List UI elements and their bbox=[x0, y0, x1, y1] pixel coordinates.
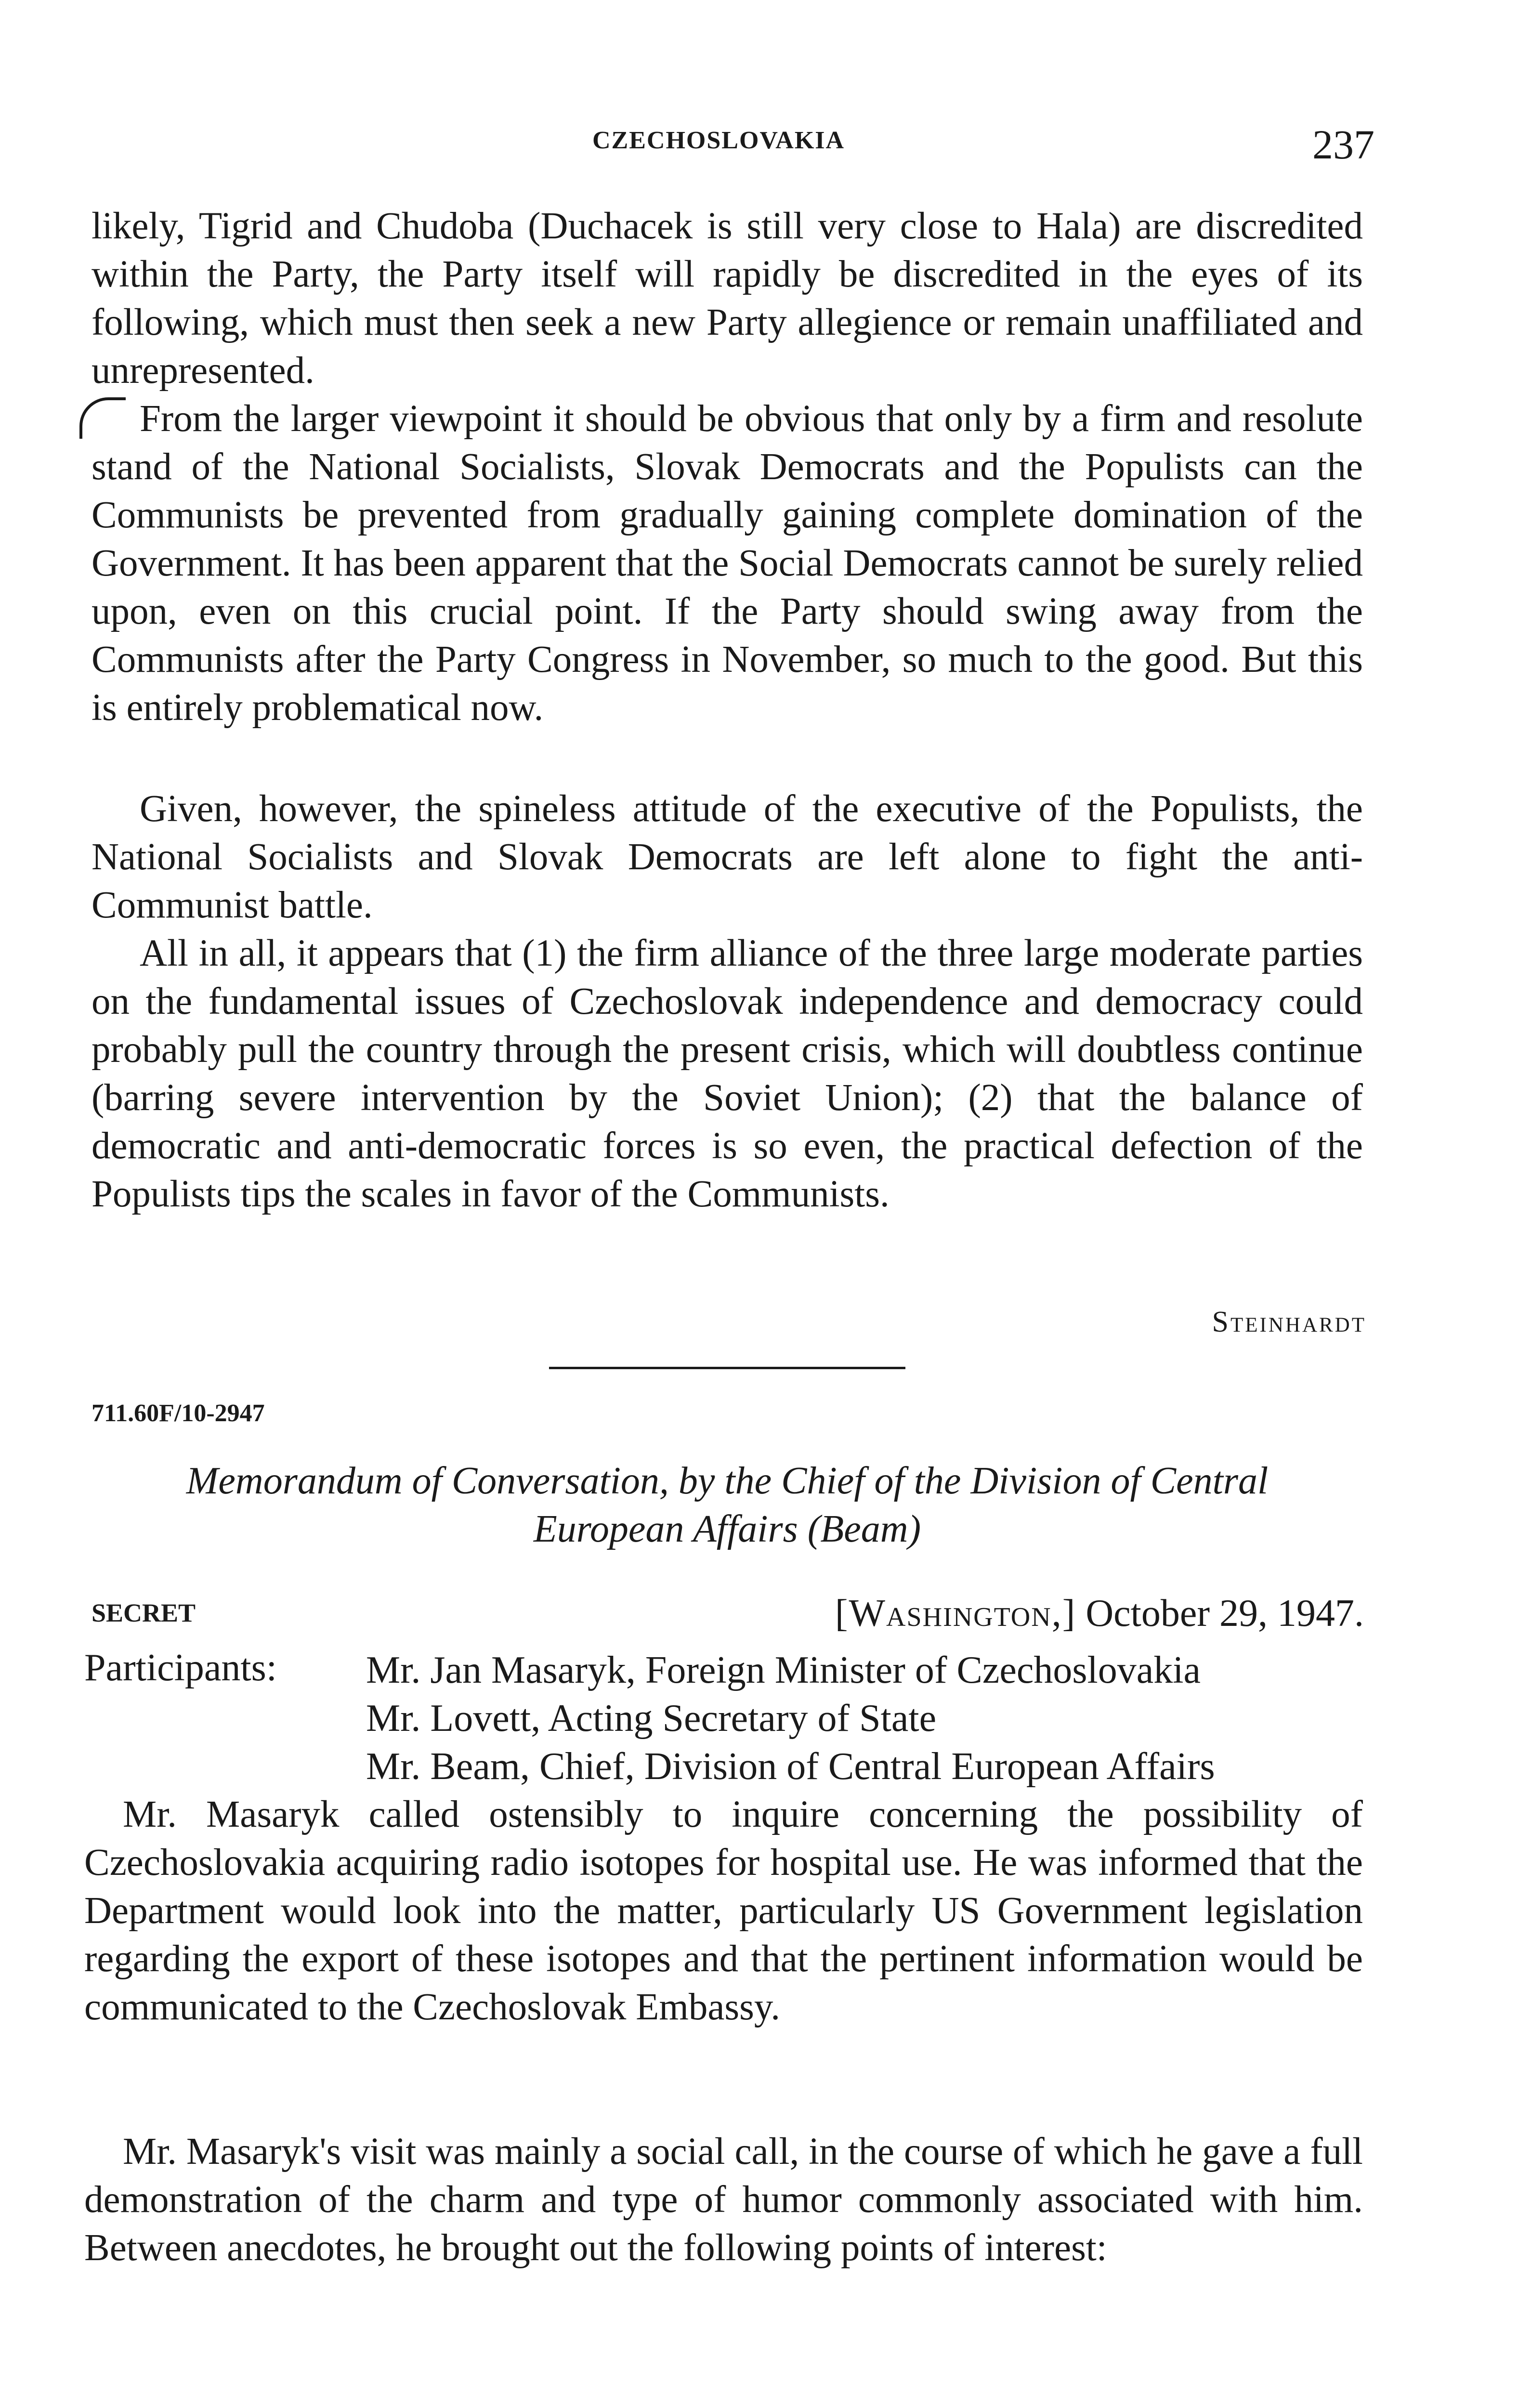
paragraph-spineless-attitude: Given, however, the spineless attitude of the executive of the Populists, the National Socialists and Slovak Democrats are left alone to fight the anti-Communist battle. bbox=[92, 788, 1363, 926]
paragraph-isotopes: Mr. Masaryk called ostensibly to inquire concerning the possibility of Czechoslovakia acquiring radio isotopes for hospital use. He was informed that the Department would look into the matter, particularly US Government legislation regarding the export of these isotopes and that the pertinent information would be communicated to the Czechoslovak Embassy. bbox=[84, 1793, 1363, 2028]
memorandum-title bbox=[92, 1457, 1363, 1553]
file-number: 711.60F/10-2947 bbox=[92, 1400, 265, 1427]
section-divider bbox=[549, 1367, 905, 1369]
dateline bbox=[835, 1592, 1364, 1636]
participant-beam: Mr. Beam, Chief, Division of Central European Affairs bbox=[366, 1745, 1215, 1788]
memorandum-title-line1: Memorandum of Conversation, by the Chief of the Division of Central bbox=[186, 1460, 1269, 1502]
participants-label: Participants: bbox=[84, 1647, 277, 1689]
participant-lovett: Mr. Lovett, Acting Secretary of State bbox=[366, 1697, 937, 1740]
page-number: 237 bbox=[1312, 121, 1374, 168]
dateline-date: October 29, 1947. bbox=[1086, 1592, 1364, 1635]
paragraph-all-in-all: All in all, it appears that (1) the firm alliance of the three large moderate parties on the fundamental issues of Czechoslovak independence and democracy could probably pull the country through the present crisis, which will doubtless continue (barring severe intervention by the Soviet Union); (2) that the balance of democratic and anti-democratic forces is so even, the practical defection of the Populists tips the scales in favor of the Communists. bbox=[92, 932, 1363, 1215]
signature-steinhardt: Steinhardt bbox=[1212, 1306, 1366, 1338]
memorandum-title-line2: European Affairs (Beam) bbox=[533, 1508, 921, 1550]
dateline-place: [Washington,] bbox=[835, 1592, 1076, 1635]
classification-label: SECRET bbox=[92, 1598, 196, 1627]
paragraph-continued: likely, Tigrid and Chudoba (Duchacek is still very close to Hala) are discredited within the Party, the Party itself will rapidly be discredited in the eyes of its following, which must then seek a new Party allegience or remain unaffiliated and unrepresented. bbox=[92, 205, 1363, 392]
participant-masaryk: Mr. Jan Masaryk, Foreign Minister of Czechoslovakia bbox=[366, 1649, 1201, 1691]
participants-list bbox=[366, 1646, 1215, 1791]
paragraph-social-call: Mr. Masaryk's visit was mainly a social call, in the course of which he gave a full demonstration of the charm and type of humor commonly associated with him. Between anecdotes, he brought out the following points of interest: bbox=[84, 2131, 1363, 2269]
running-title: CZECHOSLOVAKIA bbox=[592, 127, 845, 154]
paragraph-larger-viewpoint: From the larger viewpoint it should be obvious that only by a firm and resolute stand of the National Socialists, Slovak Democrats and the Populists can the Communists be prevented from gradually gaining complete domination of the Government. It has been apparent that the Social Democrats cannot be surely relied upon, even on this crucial point. If the Party should swing away from the Communists after the Party Congress in November, so much to the good. But this is entirely problematical now. bbox=[92, 398, 1363, 729]
